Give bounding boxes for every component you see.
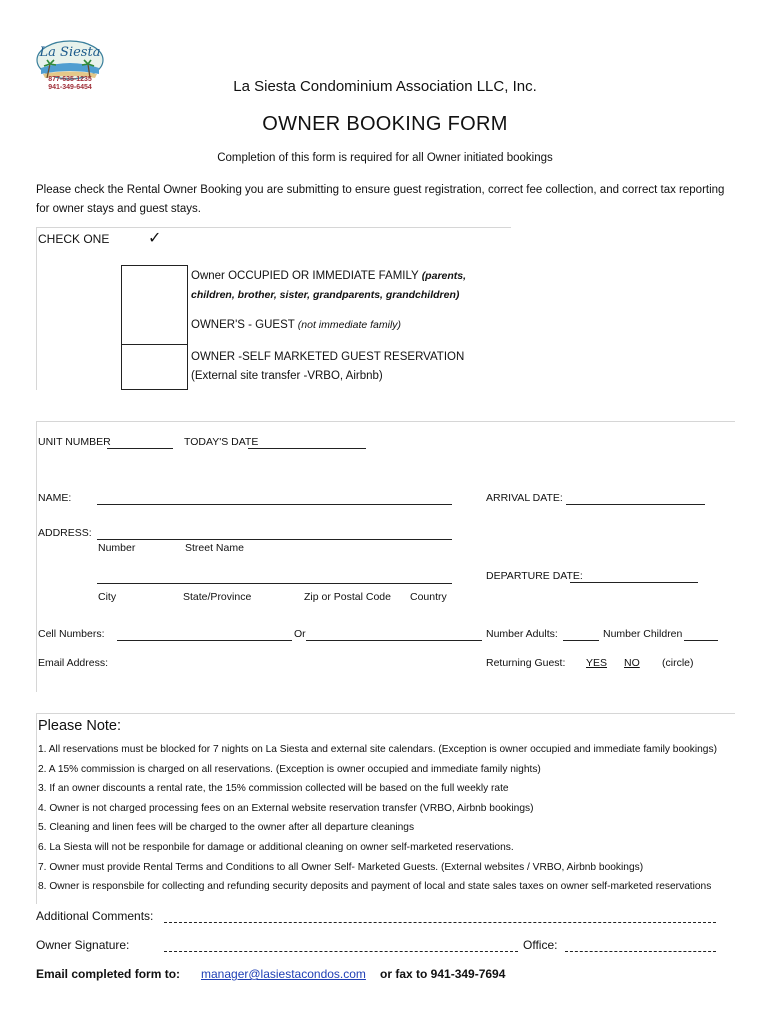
- option-3-line1: OWNER -SELF MARKETED GUEST RESERVATION: [191, 351, 465, 363]
- office-field[interactable]: [565, 951, 716, 952]
- address-city-field[interactable]: [97, 583, 452, 584]
- name-field[interactable]: [97, 504, 452, 505]
- logo-phone-1: 877-635-1235: [48, 76, 92, 83]
- circle-instruction: (circle): [662, 657, 694, 669]
- owner-signature-field[interactable]: [164, 951, 518, 952]
- logo-text: La Siesta: [39, 45, 101, 60]
- option-1-line1: Owner OCCUPIED OR IMMEDIATE FAMILY: [191, 270, 419, 282]
- address-label: ADDRESS:: [38, 527, 92, 539]
- option-checkbox-owner-occupied[interactable]: [121, 265, 188, 305]
- state-sublabel: State/Province: [183, 591, 252, 603]
- departure-date-label: DEPARTURE DATE:: [486, 570, 583, 582]
- unit-number-label: UNIT NUMBER: [38, 436, 111, 448]
- checkmark-icon: ✓: [148, 230, 162, 247]
- note-item: 7. Owner must provide Rental Terms and Conditions to all Owner Self- Marketed Guests. (External websites / VRBO, Airbnb bookings): [38, 861, 644, 873]
- country-sublabel: Country: [410, 591, 447, 603]
- todays-date-label: TODAY'S DATE: [184, 436, 259, 448]
- street-name-sublabel: Street Name: [185, 542, 244, 554]
- organization-name: La Siesta Condominium Association LLC, Inc.: [233, 78, 537, 95]
- note-item: 3. If an owner discounts a rental rate, the 15% commission collected will be based on the full weekly rate: [38, 783, 509, 795]
- notes-title: Please Note:: [38, 718, 122, 734]
- form-title: OWNER BOOKING FORM: [262, 113, 508, 135]
- option-2-line1: OWNER'S - GUEST: [191, 319, 295, 331]
- option-2-note: (not immediate family): [297, 319, 402, 331]
- cell-number-2-field[interactable]: [306, 640, 482, 641]
- logo-phone-2: 941-349-6454: [48, 84, 92, 91]
- number-adults-field[interactable]: [563, 640, 599, 641]
- note-item: 2. A 15% commission is charged on all reservations. (Exception is owner occupied and immediate family nights): [38, 763, 541, 775]
- option-3-line2: (External site transfer -VRBO, Airbnb): [191, 370, 383, 382]
- unit-number-field[interactable]: [107, 448, 173, 449]
- departure-date-field[interactable]: [570, 582, 698, 583]
- returning-guest-yes[interactable]: YES: [586, 657, 608, 669]
- note-item: 5. Cleaning and linen fees will be charged to the owner after all departure cleanings: [38, 822, 415, 834]
- number-children-field[interactable]: [684, 640, 718, 641]
- manager-email-link[interactable]: manager@lasiestacondos.com: [201, 967, 366, 981]
- check-one-label: CHECK ONE: [38, 232, 110, 246]
- additional-comments-label: Additional Comments:: [36, 909, 154, 923]
- todays-date-field[interactable]: [248, 448, 366, 449]
- fax-number: or fax to 941-349-7694: [380, 967, 506, 981]
- additional-comments-field[interactable]: [164, 922, 716, 923]
- email-address-label: Email Address:: [38, 657, 109, 669]
- option-checkbox-self-marketed[interactable]: [121, 344, 188, 390]
- option-owner-occupied: [191, 267, 466, 305]
- name-label: NAME:: [38, 492, 72, 504]
- option-1-line2: children, brother, sister, grandparents, grandchildren): [191, 289, 460, 301]
- zip-sublabel: Zip or Postal Code: [304, 591, 391, 603]
- city-sublabel: City: [98, 591, 117, 603]
- returning-guest-no[interactable]: NO: [624, 657, 640, 669]
- note-item: 6. La Siesta will not be responbile for damage or additional cleaning on owner self-marketed reservations.: [38, 841, 514, 853]
- cell-number-1-field[interactable]: [117, 640, 292, 641]
- address-street-field[interactable]: [97, 539, 452, 540]
- guest-info-section: [36, 421, 735, 692]
- arrival-date-field[interactable]: [566, 504, 705, 505]
- or-label: Or: [294, 628, 306, 640]
- cell-numbers-label: Cell Numbers:: [38, 628, 105, 640]
- option-1-note: (parents,: [421, 270, 467, 282]
- note-item: 8. Owner is responsbile for collecting and refunding security deposits and payment of local and state sales taxes on owner self-marketed reservations: [38, 881, 712, 893]
- arrival-date-label: ARRIVAL DATE:: [486, 492, 563, 504]
- note-item: 4. Owner is not charged processing fees on an External website reservation transfer (VRBO, Airbnb bookings): [38, 802, 534, 814]
- option-checkbox-owner-guest[interactable]: [121, 304, 188, 345]
- owner-signature-label: Owner Signature:: [36, 938, 130, 952]
- notes-list: [38, 740, 717, 897]
- form-instructions: Please check the Rental Owner Booking you are submitting to ensure guest registration, correct fee collection, and correct tax reporting for owner stays and guest stays.: [36, 184, 725, 215]
- office-label: Office:: [523, 938, 558, 952]
- returning-guest-label: Returning Guest:: [486, 657, 566, 669]
- form-subtitle: Completion of this form is required for all Owner initiated bookings: [217, 152, 553, 164]
- number-children-label: Number Children: [603, 628, 683, 640]
- number-adults-label: Number Adults:: [486, 628, 558, 640]
- option-self-marketed: [191, 348, 464, 386]
- number-sublabel: Number: [98, 542, 136, 554]
- option-owner-guest: [191, 316, 401, 335]
- email-instruction-label: Email completed form to:: [36, 967, 181, 981]
- note-item: 1. All reservations must be blocked for 7 nights on La Siesta and external site calendars. (Exception is owner occupied and immediate family bookings): [38, 744, 717, 755]
